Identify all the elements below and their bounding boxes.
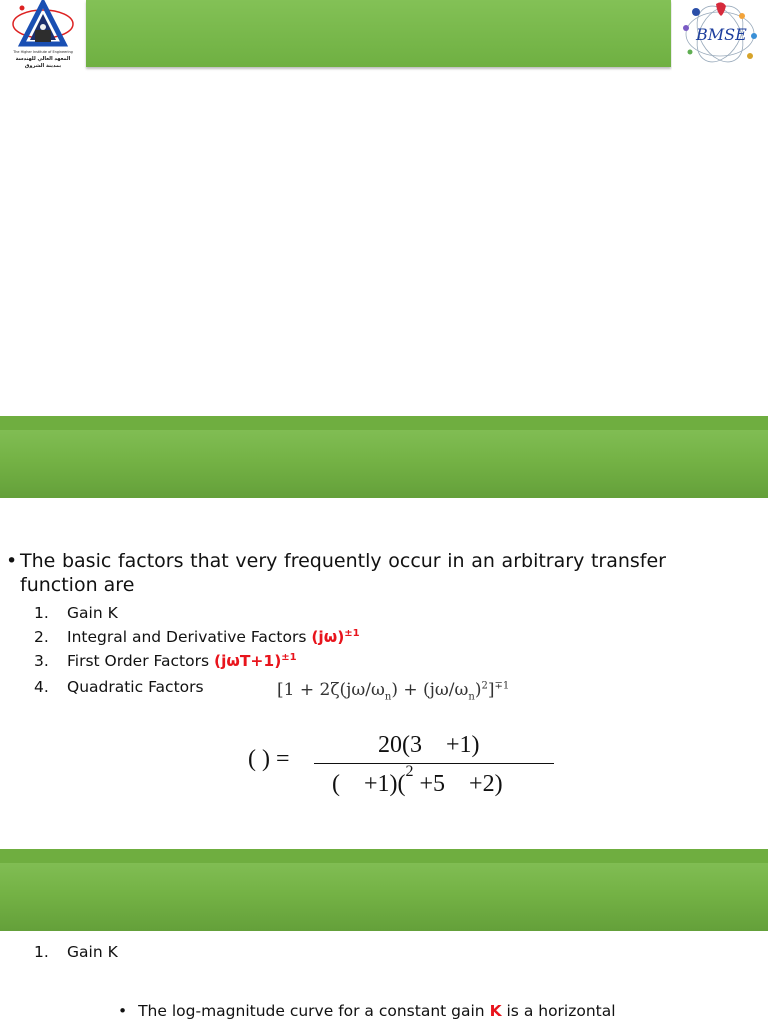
institute-caption-ar-2: بمدينة الشروق (24, 63, 62, 69)
factor-num: 2. (34, 628, 49, 646)
bullet-dot: • (6, 550, 18, 572)
institute-caption-en: The Higher Institute of Engineering (13, 50, 73, 54)
section-text: The log-magnitude curve for a constant gain K is a horizontal (138, 1002, 616, 1020)
factor-label: First Order Factors (67, 652, 214, 671)
tf-numerator: 20(3 +1) (378, 732, 480, 758)
section-band-3 (0, 849, 768, 931)
factor-num: 3. (34, 652, 49, 670)
factor-highlight: $(j\omega)^{\pm 1}$ (311, 628, 360, 647)
bmse-logo (672, 0, 768, 70)
gain-k-highlight: K (489, 1002, 502, 1020)
tf-lhs: ( ) = (248, 746, 290, 772)
institute-logo (0, 0, 86, 70)
section-num: 1. (34, 943, 49, 961)
factor-label: Quadratic Factors (67, 678, 204, 696)
factor-label: Gain K (67, 604, 118, 622)
institute-caption-ar-1: المعهد العالي للهندسة (15, 56, 71, 62)
factor-exponent: ±1 (344, 628, 360, 639)
bmse-logo-text: BMSE (696, 25, 747, 44)
section-band-2 (0, 416, 768, 498)
factor-num: 1. (34, 604, 49, 622)
section-bullet (118, 1002, 616, 1020)
factor-label: Integral and Derivative Factors (67, 628, 312, 647)
tf-denominator: ( +1)($^2$ +5 +2) (332, 763, 503, 797)
quadratic-formula: $[1 + 2\zeta(j\omega/\omega_n) + (j\omega/\omega_n)^2]^{\mp 1}$ (277, 680, 510, 703)
header-band (86, 0, 671, 67)
section-label: Gain K (67, 943, 118, 961)
intro-text: The basic factors that very frequently occur in an arbitrary transfer function are (20, 550, 666, 596)
tf-fraction-bar (314, 763, 554, 764)
bullet-dot: • (118, 1002, 128, 1020)
factor-exponent: ±1 (281, 652, 297, 663)
institute-emblem-icon (0, 0, 86, 52)
factor-num: 4. (34, 678, 49, 696)
factor-highlight: $(j\omega T+1)^{\pm 1}$ (213, 652, 297, 671)
